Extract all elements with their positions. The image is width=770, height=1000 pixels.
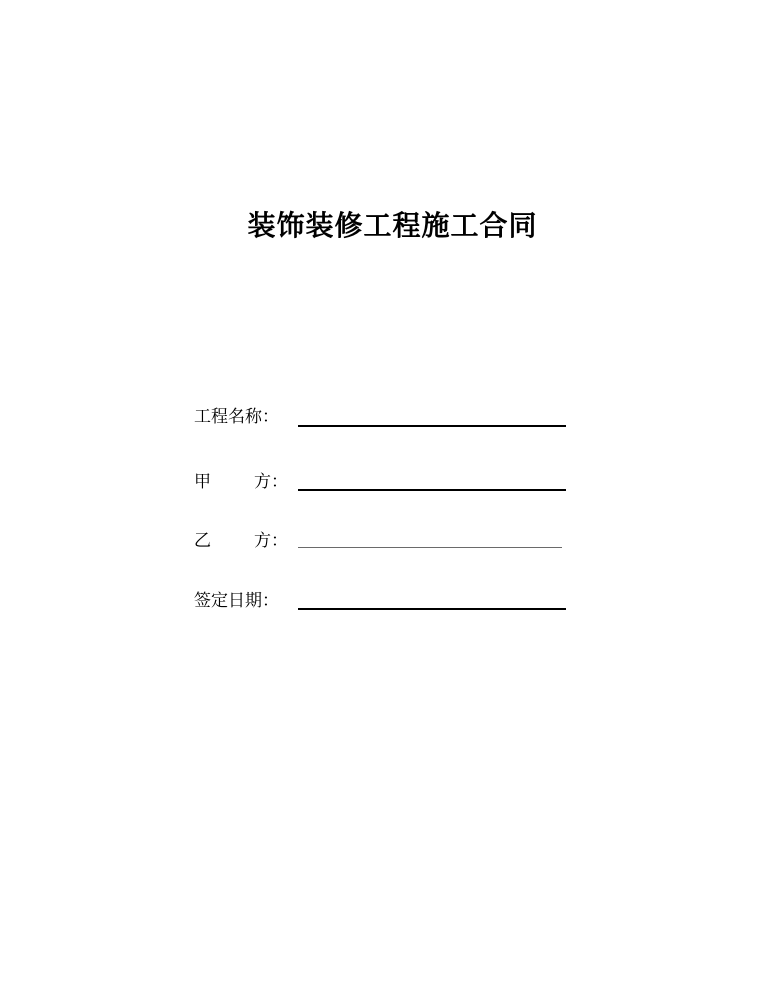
- party-a-blank-line[interactable]: [298, 489, 566, 491]
- party-a-label-first: 甲: [194, 472, 211, 492]
- party-a-label: [194, 469, 288, 495]
- party-b-field: [194, 528, 574, 558]
- party-a-label-last: 方：: [254, 472, 288, 492]
- sign-date-blank-line[interactable]: [298, 608, 566, 610]
- party-b-blank-line[interactable]: [298, 547, 562, 548]
- sign-date-label: 签定日期：: [194, 591, 279, 611]
- document-title: 装饰装修工程施工合同: [247, 209, 538, 242]
- party-b-label-last: 方：: [254, 531, 288, 551]
- party-b-label-first: 乙: [194, 531, 211, 551]
- project-name-label: 工程名称：: [194, 407, 279, 427]
- project-name-blank-line[interactable]: [298, 425, 566, 427]
- project-name-field: [194, 404, 574, 434]
- party-b-label: [194, 528, 288, 554]
- party-a-field: [194, 469, 574, 499]
- sign-date-field: [194, 588, 574, 618]
